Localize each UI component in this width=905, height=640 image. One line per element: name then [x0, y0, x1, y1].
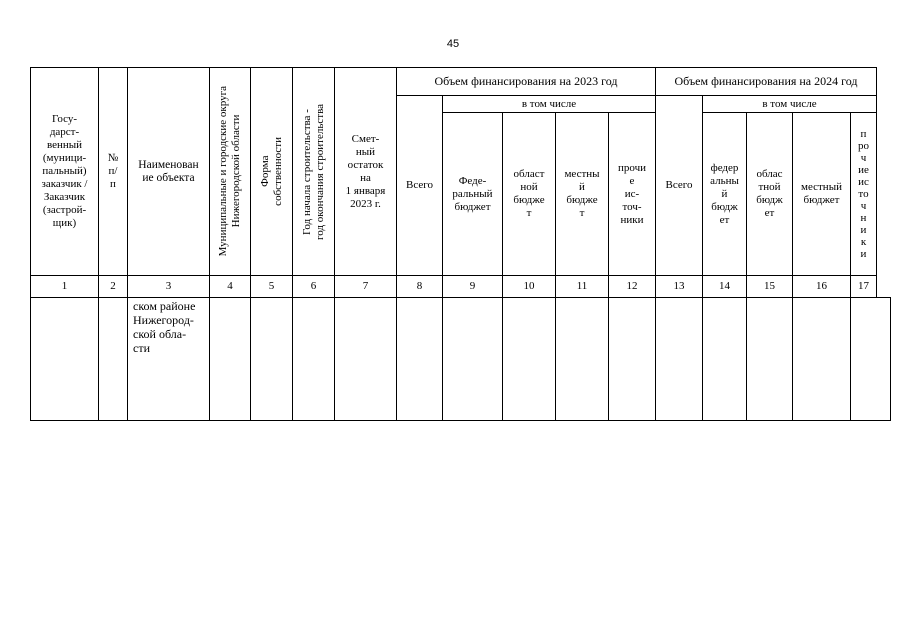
column-number: 4: [227, 280, 233, 292]
header-local-2024: местный бюджет: [801, 181, 842, 206]
column-number: 3: [165, 280, 172, 292]
header-other-2023: прочи е ис- точ- ники: [617, 161, 647, 226]
header-customer: Госу- дарст- венный (муници- пальный) заказчик / Заказчик (застрой- щик): [41, 113, 88, 229]
header-municipality: Муниципальные и городские округа Нижегородской области: [217, 86, 242, 257]
header-total-2023: Всего: [406, 179, 433, 191]
object-name-cell: ском районе Нижегород- ской обла- сти: [133, 299, 196, 355]
column-number: 9: [469, 280, 476, 292]
header-including-2023: в том числе: [521, 97, 577, 110]
header-financing-2023: Объем финансирования на 2023 год: [434, 74, 618, 88]
header-regional-2023: област ной бюдже т: [513, 168, 545, 219]
column-number: 12: [626, 280, 638, 292]
header-total-2024: Всего: [665, 179, 693, 191]
table-border-bottom: [30, 420, 891, 421]
column-number: 5: [268, 280, 275, 292]
header-local-2023: местны й бюдже т: [564, 168, 600, 219]
column-number: 15: [764, 280, 775, 292]
column-number: 7: [362, 280, 369, 292]
header-ownership: Форма собственности: [258, 137, 284, 206]
column-number: 2: [110, 280, 116, 292]
column-number: 14: [719, 280, 730, 292]
column-number: 11: [576, 280, 588, 292]
header-including-2024: в том числе: [762, 97, 817, 110]
column-number: 10: [523, 280, 535, 292]
column-number: 1: [61, 280, 68, 292]
header-estimate-balance: Смет- ный остаток на 1 января 2023 г.: [345, 132, 386, 210]
header-federal-2024: федер альны й бюдж ет: [710, 161, 739, 226]
header-other-2024: п ро ч ие ис то ч н и к и: [858, 128, 869, 260]
header-federal-2023: Феде- ральный бюджет: [452, 174, 493, 213]
header-object-name: Наименован ие объекта: [138, 158, 199, 184]
column-number: 8: [416, 280, 423, 292]
column-number: 16: [816, 280, 827, 292]
header-construction-years: Год начала строительства - год окончания строительства: [300, 103, 326, 240]
page-number: 45: [446, 38, 460, 50]
column-number: 17: [858, 280, 869, 292]
header-number: № п/ п: [107, 152, 119, 190]
column-number: 13: [673, 280, 685, 292]
column-number: 6: [310, 280, 317, 292]
header-financing-2024: Объем финансирования на 2024 год: [674, 74, 858, 88]
header-regional-2024: облас тной бюдж ет: [756, 168, 783, 219]
